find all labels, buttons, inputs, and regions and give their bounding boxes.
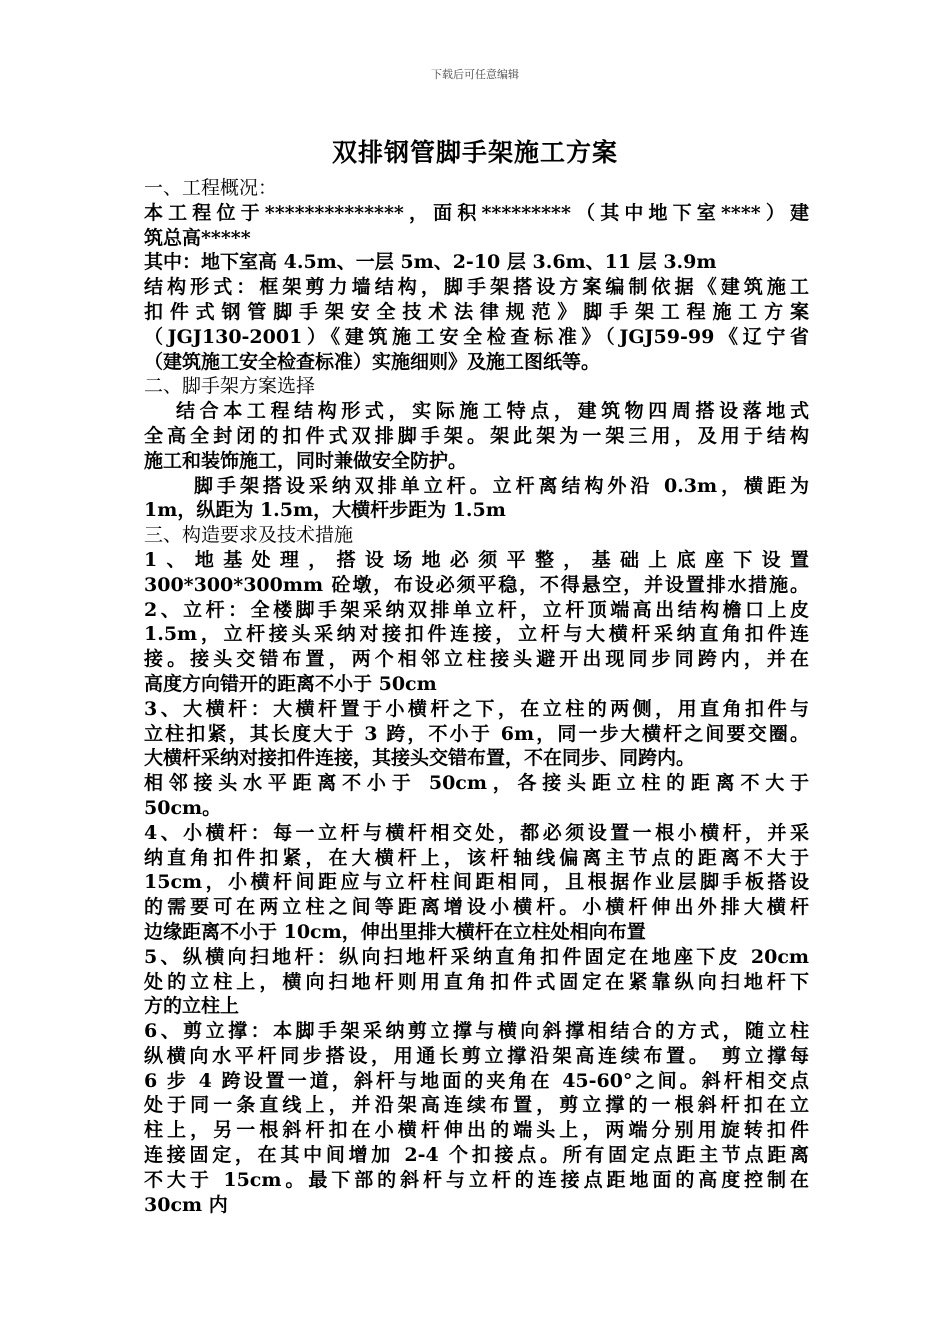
paragraph-line: （JGJ130-2001）《建筑施工安全检查标准》（JGJ59-99《辽宁省 <box>144 325 809 348</box>
paragraph-line: 纵横向水平杆同步搭设，用通长剪立撑沿架高连续布置。 剪立撑每 <box>144 1044 809 1067</box>
paragraph-line: 6 步 4 跨设置一道，斜杆与地面的夹角在 45-60°之间。斜杆相交点 <box>144 1069 809 1092</box>
section-heading-requirements: 三、构造要求及技术措施 <box>144 524 354 547</box>
paragraph-line: 300*300*300mm 砼墩，布设必须平稳，不得悬空，并设置排水措施。 <box>144 573 809 596</box>
paragraph-line: 接。接头交错布置，两个相邻立柱接头避开出现同步同跨内，并在 <box>144 648 809 671</box>
paragraph-line: 1m，纵距为 1.5m，大横杆步距为 1.5m <box>144 499 506 522</box>
paragraph-line: 筑总高***** <box>144 226 251 249</box>
paragraph-line: 边缘距离不小于 10cm，伸出里排大横杆在立柱处相向布置 <box>144 920 646 943</box>
paragraph-line: 处于同一条直线上，并沿架高连续布置，剪立撑的一根斜杆扣在立 <box>144 1094 809 1117</box>
paragraph-line: 30cm 内 <box>144 1193 228 1216</box>
paragraph-line: 1.5m，立杆接头采纳对接扣件连接，立杆与大横杆采纳直角扣件连 <box>144 623 809 646</box>
paragraph-line: 脚手架搭设采纳双排单立杆。立杆离结构外沿 0.3m，横距为 <box>194 474 809 497</box>
paragraph-line: 4、小横杆：每一立杆与横杆相交处，都必须设置一根小横杆，并采 <box>144 821 809 844</box>
document-body <box>144 176 809 1217</box>
paragraph-line: 施工和装饰施工，同时兼做安全防护。 <box>144 449 468 472</box>
paragraph-line: 处的立柱上，横向扫地杆则用直角扣件式固定在紧靠纵向扫地杆下 <box>144 970 809 993</box>
document-title: 双排钢管脚手架施工方案 <box>331 138 618 167</box>
paragraph-line: 大横杆采纳对接扣件连接，其接头交错布置，不在同步、同跨内。 <box>144 747 696 770</box>
header-note: 下载后可任意编辑 <box>431 68 519 81</box>
paragraph-line: 其中：地下室高 4.5m、一层 5m、2-10 层 3.6m、11 层 3.9m <box>144 251 717 274</box>
paragraph-line: 的需要可在两立柱之间等距离增设小横杆。小横杆伸出外排大横杆 <box>144 896 809 919</box>
paragraph-line: 50cm。 <box>144 796 222 819</box>
paragraph-line: 扣件式钢管脚手架安全技术法律规范》脚手架工程施工方案 <box>144 300 809 323</box>
paragraph-line: （建筑施工安全检查标准）实施细则》及施工图纸等。 <box>144 350 601 373</box>
paragraph-line: 本工程位于**************，面积*********（其中地下室****）建 <box>144 201 809 224</box>
section-heading-overview: 一、工程概况： <box>144 177 278 199</box>
paragraph-line: 结构形式：框架剪力墙结构，脚手架搭设方案编制依据《建筑施工 <box>144 276 809 299</box>
paragraph-line: 15cm，小横杆间距应与立杆柱间距相同，且根据作业层脚手板搭设 <box>144 871 809 894</box>
paragraph-line: 结合本工程结构形式，实际施工特点，建筑物四周搭设落地式 <box>176 400 809 423</box>
paragraph-line: 柱上，另一根斜杆扣在小横杆伸出的端头上，两端分别用旋转扣件 <box>144 1119 809 1142</box>
paragraph-line: 2、立杆：全楼脚手架采纳双排单立杆，立杆顶端高出结构檐口上皮 <box>144 598 809 621</box>
paragraph-line: 6、剪立撑：本脚手架采纳剪立撑与横向斜撑相结合的方式，随立柱 <box>144 1020 809 1043</box>
section-heading-scheme: 二、脚手架方案选择 <box>144 375 316 398</box>
paragraph-line: 高度方向错开的距离不小于 50cm <box>144 672 437 695</box>
paragraph-line: 立柱扣紧，其长度大于 3 跨，不小于 6m，同一步大横杆之间要交圈。 <box>144 722 809 745</box>
paragraph-line: 不大于 15cm。最下部的斜杆与立杆的连接点距地面的高度控制在 <box>144 1168 809 1191</box>
paragraph-line: 连接固定，在其中间增加 2-4 个扣接点。所有固定点距主节点距离 <box>144 1144 809 1167</box>
paragraph-line: 相邻接头水平距离不小于 50cm，各接头距立柱的距离不大于 <box>144 772 809 795</box>
paragraph-line: 5、纵横向扫地杆：纵向扫地杆采纳直角扣件固定在地座下皮 20cm <box>144 945 809 968</box>
paragraph-line: 1、地基处理，搭设场地必须平整，基础上底座下设置 <box>144 548 809 571</box>
paragraph-line: 纳直角扣件扣紧，在大横杆上，该杆轴线偏离主节点的距离不大于 <box>144 846 809 869</box>
paragraph-line: 全高全封闭的扣件式双排脚手架。架此架为一架三用，及用于结构 <box>144 424 809 447</box>
paragraph-line: 方的立柱上 <box>144 995 240 1018</box>
paragraph-line: 3、大横杆：大横杆置于小横杆之下，在立柱的两侧，用直角扣件与 <box>144 697 809 720</box>
